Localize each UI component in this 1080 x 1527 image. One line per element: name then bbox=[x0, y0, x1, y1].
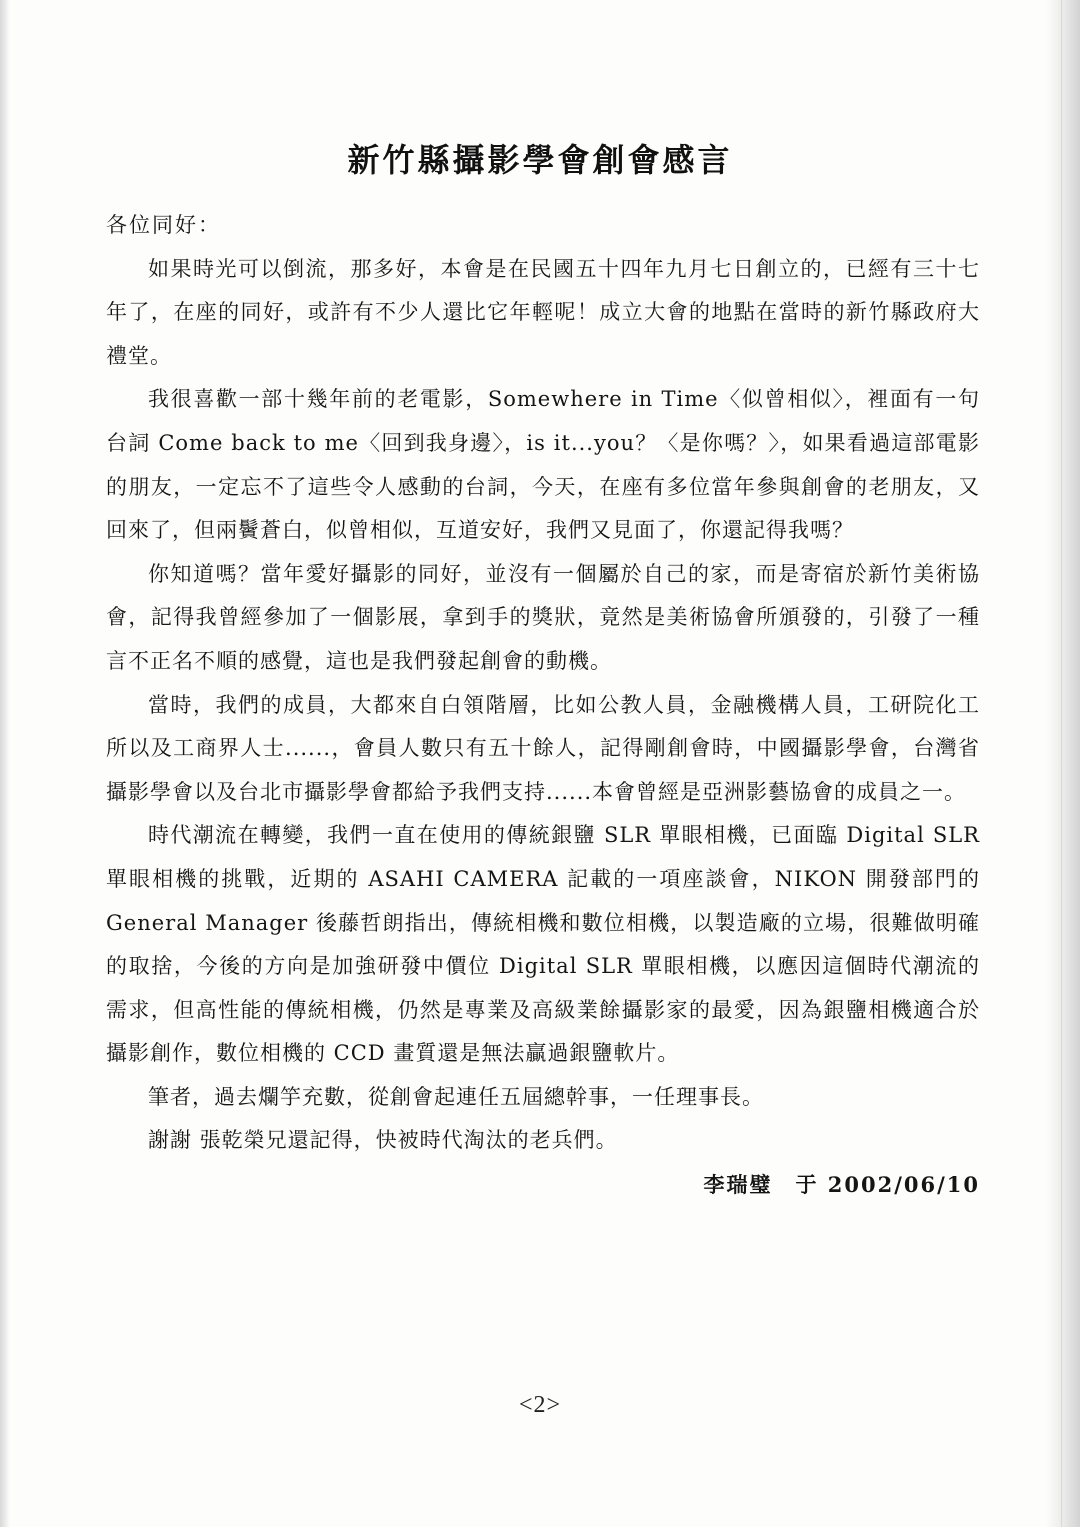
document-body bbox=[106, 204, 980, 1207]
paragraph-4: 當時，我們的成員，大都來自白領階層，比如公教人員，金融機構人員，工研院化工所以及工商界人士......，會員人數只有五十餘人，記得剛創會時，中國攝影學會，台灣省攝影學會以及台北市攝影學會都給予我們支持......本會曾經是亞洲影藝協會的成員之一。 bbox=[106, 692, 980, 804]
paragraph-6: 筆者，過去爛竽充數，從創會起連任五屆總幹事，一任理事長。 bbox=[148, 1084, 764, 1109]
document-title: 新竹縣攝影學會創會感言 bbox=[347, 141, 733, 179]
paragraph-2: 我很喜歡一部十幾年前的老電影，Somewhere in Time〈似曾相似〉，裡面有一句台詞 Come back to me〈回到我身邊〉，is it...you？〈是你嗎？〉，如果看過這部電影的朋友，一定忘不了這些令人感動的台詞，今天，在座有多位當年參與創會的老朋友，又回來了，但兩鬢蒼白，似曾相似，互道安好，我們又見面了，你還記得我嗎？ bbox=[106, 387, 980, 543]
paragraph-1: 如果時光可以倒流，那多好，本會是在民國五十四年九月七日創立的，已經有三十七年了，在座的同好，或許有不少人還比它年輕呢！成立大會的地點在當時的新竹縣政府大禮堂。 bbox=[106, 256, 980, 368]
paragraph-5: 時代潮流在轉變，我們一直在使用的傳統銀鹽 SLR 單眼相機，已面臨 Digital SLR 單眼相機的挑戰，近期的 ASAHI CAMERA 記載的一項座談會，NIKON 開發部門的 General Manager 後藤哲朗指出，傳統相機和數位相機，以製造廠的立場，很難做明確的取捨，今後的方向是加強研發中價位 Digital SLR 單眼相機，以應因這個時代潮流的需求，但高性能的傳統相機，仍然是專業及高級業餘攝影家的最愛，因為銀鹽相機適合於攝影創作，數位相機的 CCD 畫質還是無法贏過銀鹽軟片。 bbox=[106, 823, 980, 1066]
scan-left-shadow bbox=[0, 0, 10, 1527]
page-number: <2> bbox=[518, 1392, 562, 1418]
scan-fold-line bbox=[1061, 0, 1062, 1527]
paragraph-3: 你知道嗎？當年愛好攝影的同好，並沒有一個屬於自己的家，而是寄宿於新竹美術協會，記得我曾經參加了一個影展，拿到手的獎狀，竟然是美術協會所頒發的，引發了一種言不正名不順的感覺，這也是我們發起創會的動機。 bbox=[106, 561, 980, 673]
greeting: 各位同好： bbox=[106, 213, 221, 237]
paragraph-7: 謝謝 張乾榮兄還記得，快被時代淘汰的老兵們。 bbox=[148, 1128, 618, 1153]
signature-line: 李瑞璧 于 2002/06/10 bbox=[703, 1172, 980, 1198]
scan-binding-edge bbox=[1046, 0, 1080, 1527]
